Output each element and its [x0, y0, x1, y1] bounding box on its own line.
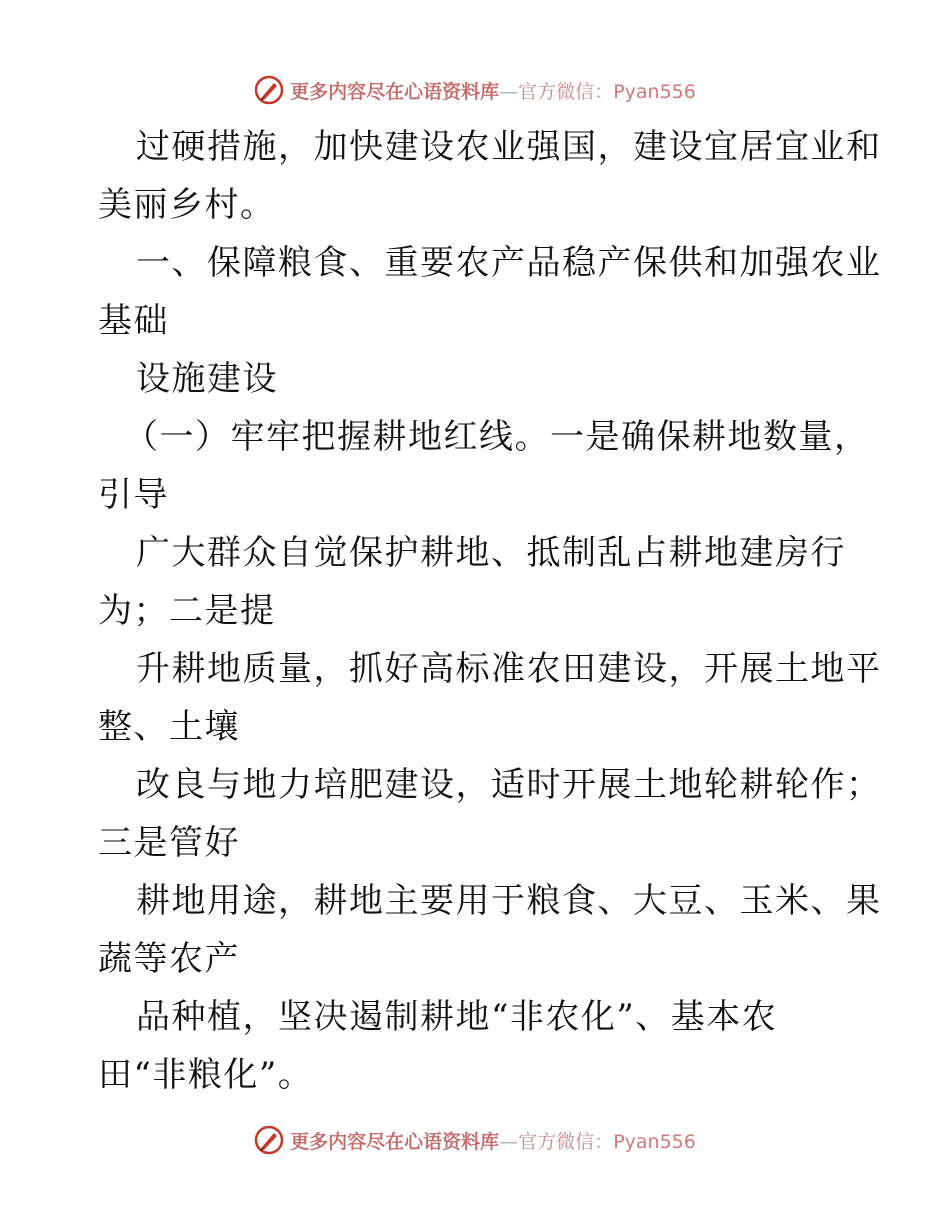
body-line: 蔬等农产	[98, 939, 240, 979]
watermark-wechat-id: Pyan556	[613, 80, 696, 103]
header-watermark	[0, 70, 950, 110]
body-line: 广大群众自觉保护耕地、抵制乱占耕地建房行	[136, 533, 846, 573]
watermark-text	[290, 77, 696, 104]
body-line: 升耕地质量，抓好高标准农田建设，开展土地平	[136, 649, 882, 689]
body-line: 三是管好	[98, 823, 240, 863]
watermark-wechat-label: 官方微信：	[518, 1130, 614, 1153]
watermark-wechat-id: Pyan556	[613, 1130, 696, 1153]
body-line: 过硬措施，加快建设农业强国，建设宜居宜业和	[136, 127, 882, 167]
body-line: 整、土壤	[98, 707, 240, 747]
watermark-separator: —	[499, 1130, 519, 1153]
watermark-wechat-label: 官方微信：	[518, 80, 614, 103]
watermark-text	[290, 1127, 696, 1154]
body-line: 耕地用途，耕地主要用于粮食、大豆、玉米、果	[136, 881, 882, 921]
body-line: 改良与地力培肥建设，适时开展土地轮耕轮作；	[136, 765, 882, 805]
body-line: 一、保障粮食、重要农产品稳产保供和加强农业	[136, 243, 882, 283]
body-line: 基础	[98, 301, 169, 341]
body-line: 品种植，坚决遏制耕地“非农化”、基本农	[136, 997, 778, 1037]
body-line: 为；二是提	[98, 591, 276, 631]
watermark-separator: —	[499, 80, 519, 103]
body-line: 设施建设	[136, 359, 278, 399]
body-line: 田“非粮化”。	[98, 1055, 314, 1095]
pen-logo-icon	[254, 75, 284, 105]
body-line: （一）牢牢把握耕地红线。一是确保耕地数量，	[124, 417, 870, 457]
body-line: 引导	[98, 475, 169, 515]
body-line: 美丽乡村。	[98, 185, 276, 225]
footer-watermark	[0, 1120, 950, 1160]
pen-logo-icon	[254, 1125, 284, 1155]
watermark-brand: 更多内容尽在心语资料库	[290, 1130, 500, 1153]
watermark-brand: 更多内容尽在心语资料库	[290, 80, 500, 103]
